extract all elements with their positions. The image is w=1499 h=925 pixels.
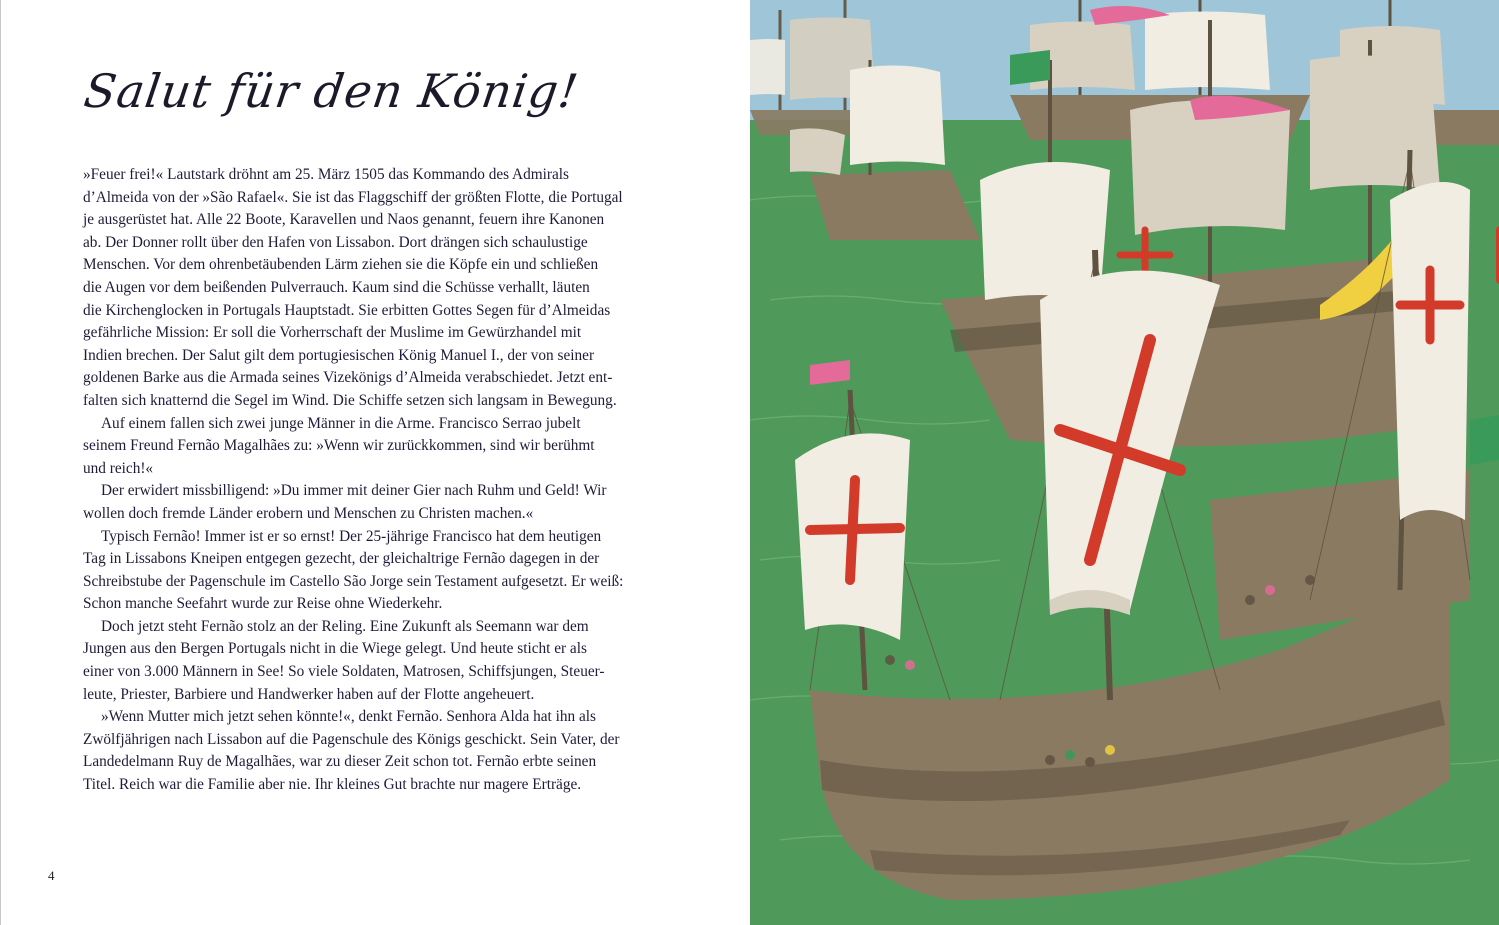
pennant	[1010, 50, 1050, 85]
chapter-title: Salut für den König!	[80, 64, 583, 118]
text-line: Indien brechen. Der Salut gilt dem portugiesischen König Manuel I., der von seiner	[83, 346, 595, 364]
text-line: leute, Priester, Barbiere und Handwerker haben auf der Flotte angeheuert.	[83, 685, 535, 703]
text-line: Zwölfjährigen nach Lissabon auf die Pagenschule des Königs geschickt. Sein Vater, der	[83, 730, 620, 748]
text-line: »Feuer frei!« Lautstark dröhnt am 25. März 1505 das Kommando des Admirals	[83, 166, 569, 183]
text-line: je ausgerüstet hat. Alle 22 Boote, Karavellen und Naos genannt, feuern ihre Kanonen	[83, 211, 605, 229]
text-line: Tag in Lissabons Kneipen entgegen gezecht, der gleichaltrige Fernão dagegen in der	[83, 550, 600, 568]
text-line: Typisch Fernão! Immer ist er so ernst! Der 25-jährige Francisco hat dem heutigen	[101, 527, 602, 545]
text-line: seinem Freund Fernão Magalhães zu: »Wenn wir zurückkommen, sind wir berühmt	[83, 437, 595, 455]
text-line: Schon manche Seefahrt wurde zur Reise ohne Wiederkehr.	[83, 595, 443, 613]
illustration-panel	[750, 0, 1499, 925]
text-line: die Kirchenglocken in Portugals Hauptstadt. Sie erbitten Gottes Segen für d’Almeidas	[83, 301, 611, 319]
text-line: Schreibstube der Pagenschule im Castello São Jorge sein Testament aufgesetzt. Er weiß:	[83, 572, 624, 590]
text-line: Auf einem fallen sich zwei junge Männer in die Arme. Francisco Serrao jubelt	[101, 414, 581, 432]
text-line: d’Almeida von der »São Rafael«. Sie ist das Flaggschiff der größten Flotte, die Portugal	[83, 188, 623, 206]
text-line: Doch jetzt steht Fernão stolz an der Reling. Eine Zukunft als Seemann war dem	[101, 617, 589, 635]
text-line: Titel. Reich war die Familie aber nie. Ihr kleines Gut brachte nur magere Erträge.	[83, 776, 582, 794]
sailing-fleet-illustration	[750, 0, 1499, 925]
text-line: Menschen. Vor dem ohrenbetäubenden Lärm ziehen sie die Köpfe ein und schließen	[83, 256, 599, 274]
text-line: wollen doch fremde Länder erobern und Menschen zu Christen machen.«	[83, 504, 534, 522]
page-number: 4	[48, 868, 55, 883]
text-line: Landedelmann Ruy de Magalhães, war zu dieser Zeit schon tot. Fernão erbte seinen	[83, 753, 597, 771]
text-line: Der erwidert missbilligend: »Du immer mit deiner Gier nach Ruhm und Geld! Wir	[101, 482, 607, 500]
text-line: und reich!«	[83, 459, 154, 477]
text-line: falten sich knatternd die Segel im Wind. Die Schiffe setzen sich langsam in Bewegung.	[83, 391, 617, 409]
sail-mizzen	[1390, 182, 1470, 520]
text-line: »Wenn Mutter mich jetzt sehen könnte!«, denkt Fernão. Senhora Alda hat ihn als	[101, 708, 596, 726]
text-line: goldenen Barke aus die Armada seines Vizekönigs d’Almeida verabschiedet. Jetzt ent-	[83, 369, 613, 387]
body-text	[83, 164, 653, 797]
text-line: gefährliche Mission: Er soll die Vorherrschaft der Muslime im Gewürzhandel mit	[83, 324, 582, 342]
text-line: einer von 3.000 Männern in See! So viele Soldaten, Matrosen, Schiffsjungen, Steuer-	[83, 663, 605, 681]
text-line: ab. Der Donner rollt über den Hafen von Lissabon. Dort drängen sich schaulustige	[83, 233, 588, 251]
pennant	[1470, 415, 1499, 465]
text-line: die Augen vor dem beißenden Pulverrauch. Kaum sind die Schüsse verhallt, läuten	[83, 278, 590, 296]
text-line: Jungen aus den Bergen Portugals nicht in die Wiege gelegt. Und heute sticht er als	[83, 640, 587, 658]
